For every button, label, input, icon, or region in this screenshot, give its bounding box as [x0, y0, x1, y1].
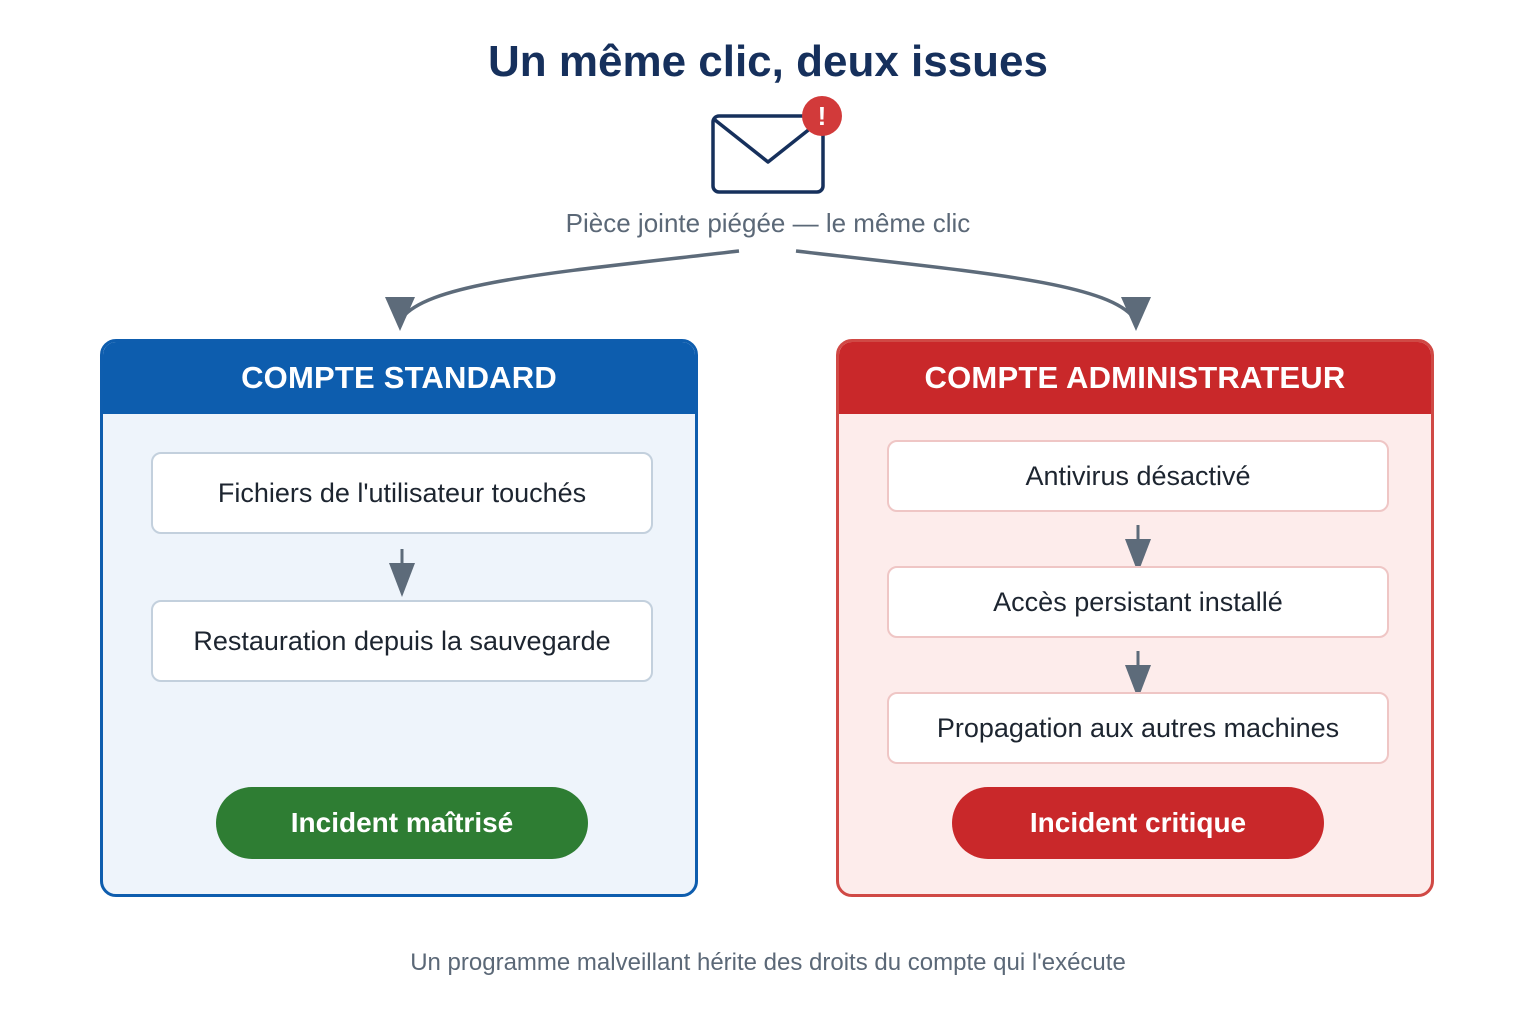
connector-to-admin-arrowhead [1121, 297, 1151, 331]
alert-badge [802, 96, 842, 136]
admin-step-2: Accès persistant installé [887, 566, 1389, 638]
standard-outcome-badge: Incident maîtrisé [216, 787, 588, 859]
connector-to-admin [796, 251, 1134, 318]
admin-step-3: Propagation aux autres machines [887, 692, 1389, 764]
diagram-title: Un même clic, deux issues [487, 37, 1049, 86]
connector-to-standard [402, 251, 739, 318]
admin-outcome-badge: Incident critique [952, 787, 1324, 859]
admin-step-1: Antivirus désactivé [887, 440, 1389, 512]
connector-to-standard-arrowhead [385, 297, 415, 331]
standard-step-1: Fichiers de l'utilisateur touchés [151, 452, 653, 534]
standard-panel-title: COMPTE STANDARD [103, 342, 695, 414]
source-caption: Pièce jointe piégée — le même clic [565, 208, 971, 238]
standard-step-arrow [387, 549, 417, 599]
standard-account-panel [100, 339, 698, 897]
envelope-icon [700, 94, 850, 198]
standard-step-2: Restauration depuis la sauvegarde [151, 600, 653, 682]
footer-note: Un programme malveillant hérite des droits du compte qui l'exécute [410, 949, 1126, 976]
alert-badge-text: ! [817, 101, 827, 131]
admin-panel-title: COMPTE ADMINISTRATEUR [839, 342, 1431, 414]
admin-account-panel [836, 339, 1434, 897]
